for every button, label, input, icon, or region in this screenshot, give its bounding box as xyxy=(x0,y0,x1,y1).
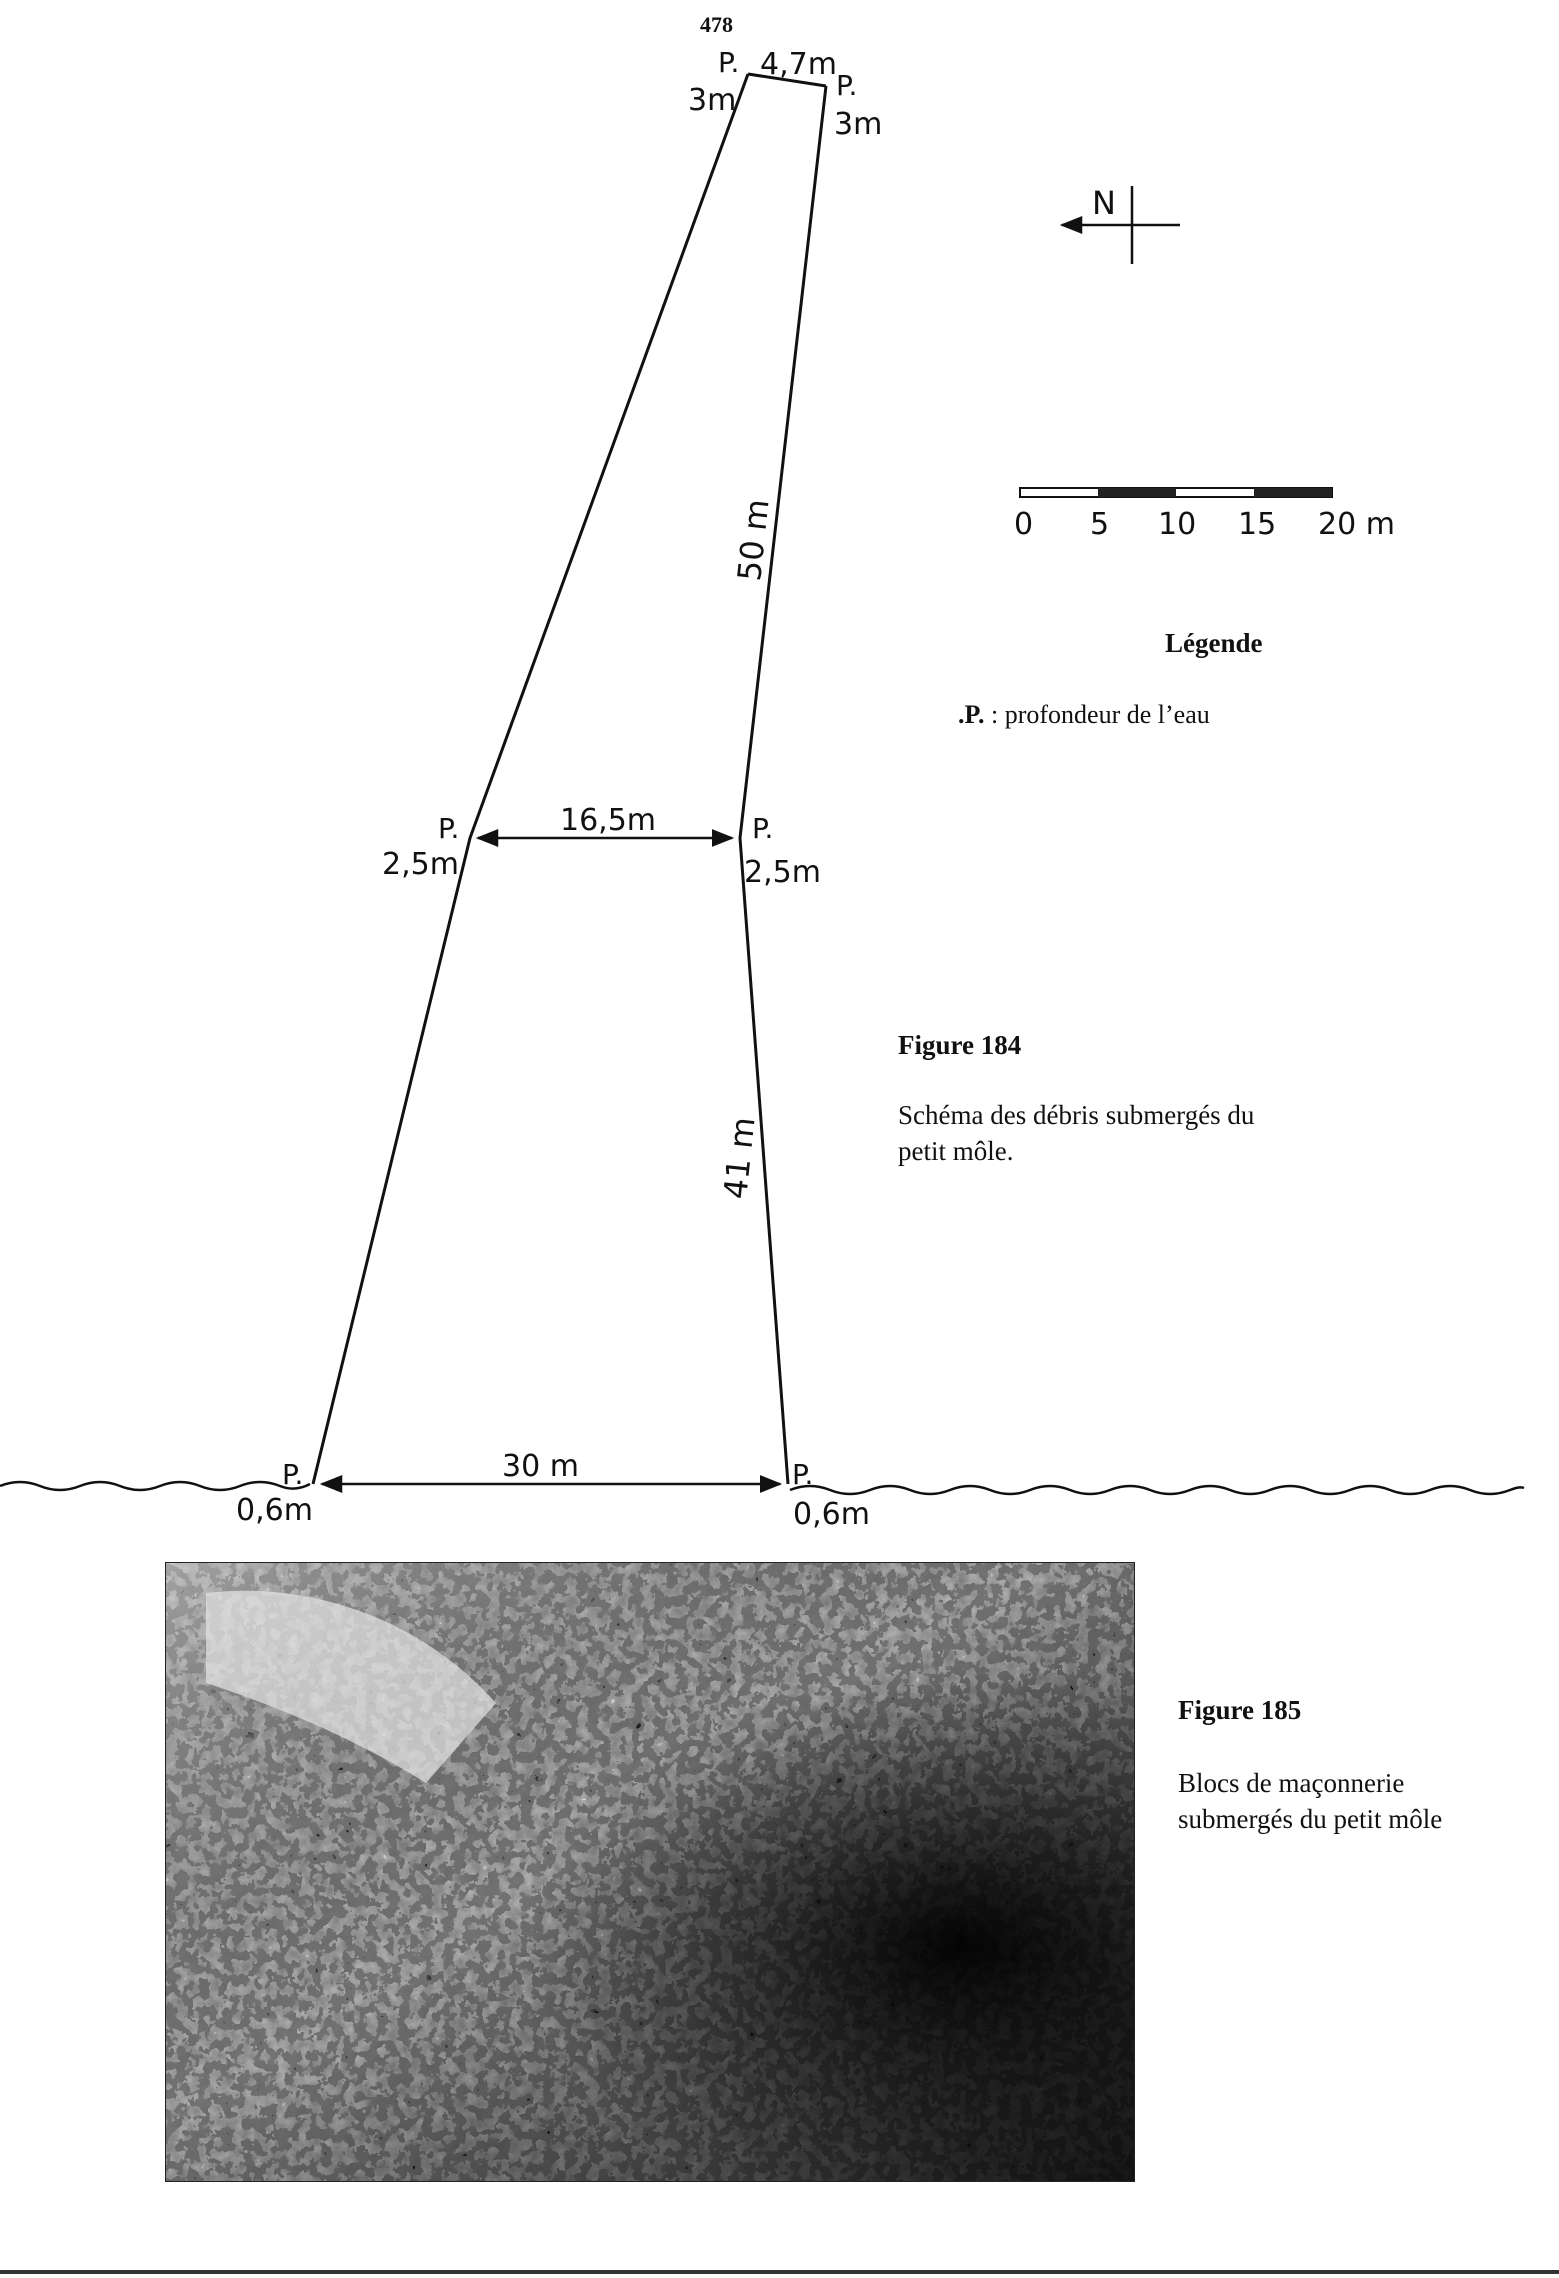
scale-tick-15: 15 xyxy=(1238,507,1277,542)
scale-bar xyxy=(1014,488,1395,542)
mole-outline xyxy=(313,74,826,1484)
depth-top-right-p: P. xyxy=(836,69,858,102)
photo-texture xyxy=(166,1563,1134,2181)
depth-mid-right-value: 2,5m xyxy=(744,855,821,890)
depth-mid-right-p: P. xyxy=(752,812,774,845)
left-edge xyxy=(313,74,748,1484)
depth-base-left-p: P. xyxy=(282,1458,304,1491)
scale-tick-10: 10 xyxy=(1158,507,1197,542)
underwater-photo xyxy=(165,1562,1135,2182)
depth-top-left-value: 3m xyxy=(688,83,737,118)
scale-tick-5: 5 xyxy=(1090,507,1110,542)
right-upper-length-label: 50 m xyxy=(730,497,777,583)
figure-184-caption: Schéma des débris submergés du petit môle. xyxy=(898,1100,1255,1166)
legend-title: Légende xyxy=(1165,628,1263,658)
base-width-label: 30 m xyxy=(502,1449,579,1484)
north-label: N xyxy=(1092,184,1116,222)
north-arrow xyxy=(1062,184,1180,264)
depth-base-right-p: P. xyxy=(792,1458,814,1491)
scale-tick-0: 0 xyxy=(1014,507,1034,542)
figure-184-title: Figure 184 xyxy=(898,1030,1022,1060)
depth-top-left-p: P. xyxy=(718,46,740,79)
scale-tick-20: 20 m xyxy=(1318,507,1395,542)
depth-base-left-value: 0,6m xyxy=(236,1493,313,1528)
diagram-labels xyxy=(236,46,882,1532)
legend-item xyxy=(958,700,1210,730)
depth-mid-left-value: 2,5m xyxy=(382,847,459,882)
page-number: 478 xyxy=(700,12,733,37)
right-edge xyxy=(740,86,826,1484)
depth-mid-left-p: P. xyxy=(438,812,460,845)
bottom-rule xyxy=(0,2270,1559,2274)
top-width-label: 4,7m xyxy=(760,47,837,82)
legend-description: : profondeur de l’eau xyxy=(991,700,1210,729)
mid-width-label: 16,5m xyxy=(560,803,657,838)
legend-key: .P. xyxy=(958,700,985,729)
depth-top-right-value: 3m xyxy=(834,107,883,142)
right-lower-length-label: 41 m xyxy=(716,1115,763,1201)
figure-185-title: Figure 185 xyxy=(1178,1695,1302,1725)
figure-185-caption: Blocs de maçonnerie submergés du petit môle xyxy=(1178,1768,1443,1834)
depth-base-right-value: 0,6m xyxy=(793,1497,870,1532)
